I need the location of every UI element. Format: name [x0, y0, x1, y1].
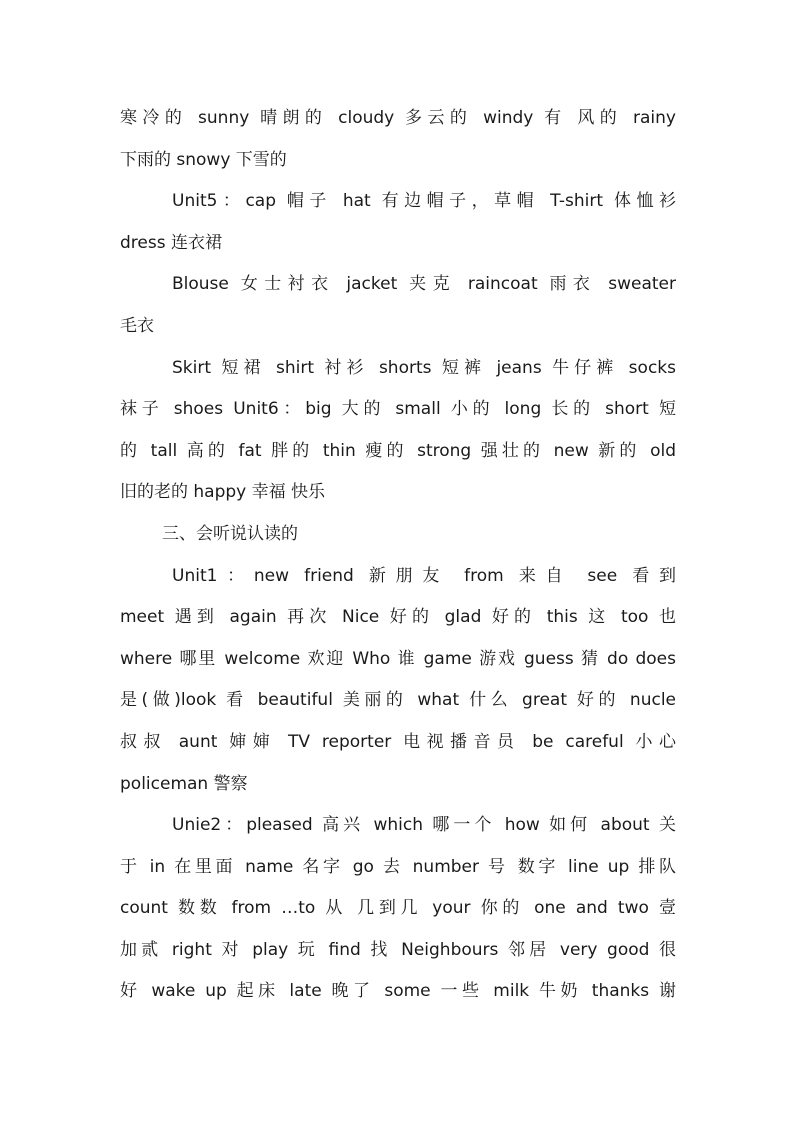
text-line: 好 wake up 起床 late 晚了 some 一些 milk 牛奶 thanks 谢: [120, 981, 676, 1002]
text-line: dress 连衣裙: [120, 232, 222, 253]
text-line: 下雨的 snowy 下雪的: [120, 149, 287, 170]
text-line: policeman 警察: [120, 773, 248, 794]
document-body: [120, 98, 676, 1013]
text-line: 于 in 在里面 name 名字 go 去 number 号 数字 line up 排队: [120, 856, 676, 877]
text-line: 是(做)look 看 beautiful 美丽的 what 什么 great 好的 nucle: [120, 690, 676, 711]
text-line: 寒冷的 sunny 晴朗的 cloudy 多云的 windy 有 风的 rainy: [120, 108, 676, 128]
text-line: 毛衣: [120, 315, 154, 336]
text-line: Unit1：new friend 新朋友 from 来自 see 看到: [172, 565, 676, 586]
text-line: 加贰 right 对 play 玩 find 找 Neighbours 邻居 very good 很: [120, 939, 676, 960]
text-line: 叔叔 aunt 婶婶 TV reporter 电视播音员 be careful 小心: [120, 731, 676, 752]
text-line: 袜子 shoes Unit6：big 大的 small 小的 long 长的 short 短: [120, 399, 676, 420]
text-line: Skirt 短裙 shirt 衬衫 shorts 短裤 jeans 牛仔裤 socks: [172, 357, 676, 378]
text-line: 的 tall 高的 fat 胖的 thin 瘦的 strong 强壮的 new 新的 old: [120, 440, 676, 461]
text-line: 旧的老的 happy 幸福 快乐: [120, 482, 326, 503]
text-line: Unit5：cap 帽子 hat 有边帽子，草帽 T-shirt 体恤衫: [172, 191, 676, 212]
text-line: meet 遇到 again 再次 Nice 好的 glad 好的 this 这 too 也: [120, 607, 676, 628]
text-line: where 哪里 welcome 欢迎 Who 谁 game 游戏 guess 猜 do does: [120, 648, 676, 669]
section-heading: 三、会听说认读的: [162, 523, 298, 544]
text-line: Unie2：pleased 高兴 which 哪一个 how 如何 about 关: [172, 815, 676, 836]
text-line: Blouse 女士衬衣 jacket 夹克 raincoat 雨衣 sweater: [172, 274, 676, 295]
text-line: count 数数 from …to 从 几到几 your 你的 one and two 壹: [120, 898, 676, 919]
